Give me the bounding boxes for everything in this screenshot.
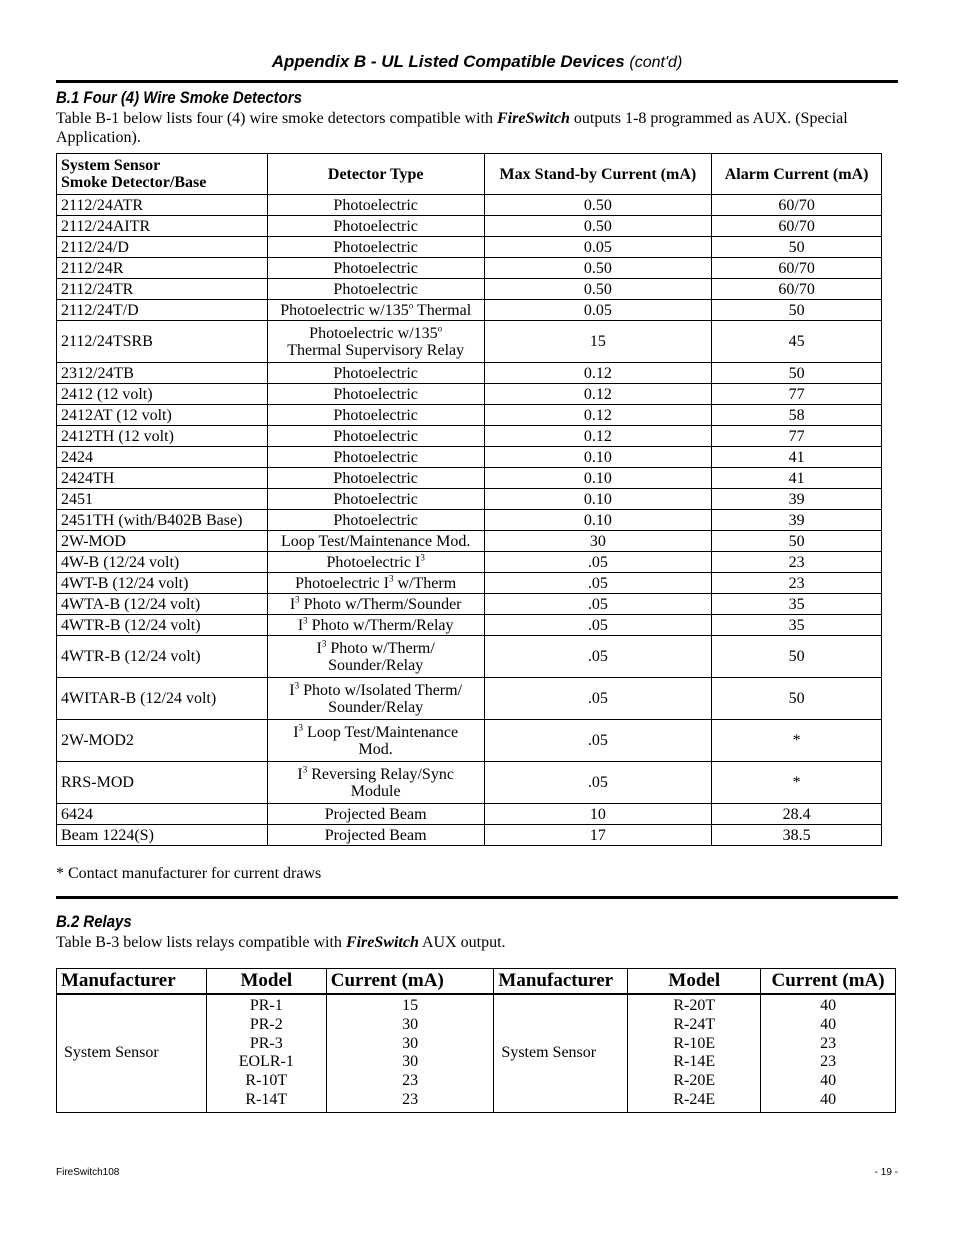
list-item: 23 (820, 1053, 837, 1071)
detector-type-cell: $I^3$ Photo w/Isolated Therm/ Sounder/Relay (267, 678, 484, 720)
detector-type-cell: $I^3$ Photo w/Therm/Relay (267, 615, 484, 636)
standby-current-cell: 17 (484, 825, 712, 846)
appendix-title-suffix: (cont'd) (629, 54, 683, 71)
list-item: R-20E (673, 1072, 716, 1090)
standby-current-cell: 30 (484, 531, 712, 552)
intro-text: outputs 1-8 programmed as AUX. (Special Application). (56, 110, 848, 146)
model-cell: 4WTA-B (12/24 volt) (57, 594, 268, 615)
column-header-standby: Max Stand-by Current (mA) (484, 154, 712, 195)
current-list (761, 994, 896, 1112)
detector-type-cell: Photoelectric (267, 363, 484, 384)
standby-current-cell: 10 (484, 804, 712, 825)
alarm-current-cell: 39 (712, 510, 882, 531)
table-row (57, 825, 882, 846)
table-row (57, 510, 882, 531)
list-item: R-10T (245, 1072, 288, 1090)
standby-current-cell: 0.10 (484, 489, 712, 510)
detector-type-cell: Photoelectric w/135$^o$ Thermal Supervisory Relay (267, 321, 484, 363)
alarm-current-cell: 50 (712, 636, 882, 678)
standby-current-cell: .05 (484, 594, 712, 615)
standby-current-cell: .05 (484, 762, 712, 804)
table-row (57, 573, 882, 594)
model-cell: 2W-MOD2 (57, 720, 268, 762)
detector-type-cell: Photoelectric (267, 468, 484, 489)
standby-current-cell: 0.50 (484, 195, 712, 216)
manufacturer-cell: System Sensor (494, 994, 628, 1112)
detector-type-cell: Photoelectric (267, 279, 484, 300)
standby-current-cell: 0.50 (484, 216, 712, 237)
alarm-current-cell: 45 (712, 321, 882, 363)
list-item: 40 (820, 1072, 837, 1090)
alarm-current-cell: 60/70 (712, 195, 882, 216)
standby-current-cell: 0.05 (484, 300, 712, 321)
alarm-current-cell: * (712, 762, 882, 804)
manufacturer-cell: System Sensor (57, 994, 207, 1112)
table-row (57, 594, 882, 615)
table-row (57, 678, 882, 720)
alarm-current-cell: 58 (712, 405, 882, 426)
detector-type-cell: $I^3$ Photo w/Therm/ Sounder/Relay (267, 636, 484, 678)
table-row (57, 804, 882, 825)
alarm-current-cell: 23 (712, 573, 882, 594)
alarm-current-cell: 60/70 (712, 216, 882, 237)
brand-name: FireSwitch (345, 934, 419, 951)
model-cell: 4WT-B (12/24 volt) (57, 573, 268, 594)
model-cell: 2424TH (57, 468, 268, 489)
table-row (57, 636, 882, 678)
standby-current-cell: 0.50 (484, 258, 712, 279)
list-item: R-10E (673, 1034, 716, 1052)
table-row (57, 531, 882, 552)
standby-current-cell: 0.10 (484, 447, 712, 468)
model-cell: 2412AT (12 volt) (57, 405, 268, 426)
standby-current-cell: 15 (484, 321, 712, 363)
table-row (57, 237, 882, 258)
detector-type-cell: $I^3$ Reversing Relay/Sync Module (267, 762, 484, 804)
detector-type-cell: Photoelectric (267, 195, 484, 216)
list-item: R-14E (673, 1053, 716, 1071)
model-cell: 2112/24ATR (57, 195, 268, 216)
detector-type-cell: Photoelectric (267, 237, 484, 258)
standby-current-cell: .05 (484, 678, 712, 720)
standby-current-cell: 0.10 (484, 510, 712, 531)
column-header-model: Model (206, 969, 326, 995)
standby-current-cell: .05 (484, 615, 712, 636)
intro-text: Table B-1 below lists four (4) wire smoke detectors compatible with (56, 110, 497, 127)
alarm-current-cell: 50 (712, 531, 882, 552)
model-cell: 2424 (57, 447, 268, 468)
model-list (628, 994, 761, 1112)
footer-product-name: FireSwitch108 (56, 1167, 120, 1178)
model-cell: 2W-MOD (57, 531, 268, 552)
standby-current-cell: 0.10 (484, 468, 712, 489)
table-row (57, 552, 882, 573)
alarm-current-cell: 35 (712, 594, 882, 615)
table-row (57, 615, 882, 636)
model-cell: 2112/24R (57, 258, 268, 279)
list-item: 30 (402, 1015, 419, 1033)
model-cell: 2112/24TR (57, 279, 268, 300)
footer-page-number: - 19 - (874, 1167, 898, 1178)
model-cell: 2312/24TB (57, 363, 268, 384)
list-item: R-20T (673, 997, 716, 1014)
standby-current-cell: .05 (484, 636, 712, 678)
alarm-current-cell: 28.4 (712, 804, 882, 825)
alarm-current-cell: 35 (712, 615, 882, 636)
list-item: 40 (820, 1015, 837, 1033)
standby-current-cell: .05 (484, 552, 712, 573)
model-cell: 2112/24AITR (57, 216, 268, 237)
detector-type-cell: Photoelectric $I^3$ (267, 552, 484, 573)
standby-current-cell: 0.50 (484, 279, 712, 300)
list-item: 40 (820, 997, 837, 1014)
standby-current-cell: 0.05 (484, 237, 712, 258)
detector-type-cell: Photoelectric (267, 258, 484, 279)
model-cell: 2451 (57, 489, 268, 510)
model-cell: 6424 (57, 804, 268, 825)
list-item: 23 (402, 1072, 419, 1090)
alarm-current-cell: 39 (712, 489, 882, 510)
table-row (57, 300, 882, 321)
list-item: PR-3 (249, 1034, 283, 1052)
table-row (57, 195, 882, 216)
model-cell: 2112/24TSRB (57, 321, 268, 363)
list-item: EOLR-1 (238, 1053, 294, 1071)
standby-current-cell: .05 (484, 720, 712, 762)
table-row (57, 384, 882, 405)
alarm-current-cell: 41 (712, 447, 882, 468)
table-header-row (57, 969, 896, 995)
alarm-current-cell: 77 (712, 426, 882, 447)
column-header-current: Current (mA) (761, 969, 896, 995)
column-header-manufacturer: Manufacturer (494, 969, 628, 995)
detector-type-cell: Loop Test/Maintenance Mod. (267, 531, 484, 552)
detector-type-cell: Photoelectric (267, 426, 484, 447)
section-b2-intro (56, 933, 876, 952)
model-cell: 4W-B (12/24 volt) (57, 552, 268, 573)
intro-text: AUX output. (418, 934, 506, 951)
page-title (0, 52, 954, 72)
section-b2-title: B.2 Relays (56, 912, 132, 931)
list-item: PR-2 (249, 1015, 283, 1033)
list-item: 23 (820, 1034, 837, 1052)
detector-type-cell: Photoelectric (267, 510, 484, 531)
alarm-current-cell: 38.5 (712, 825, 882, 846)
alarm-current-cell: 50 (712, 678, 882, 720)
table-row (57, 216, 882, 237)
table-row (57, 258, 882, 279)
smoke-detector-table-body (57, 195, 882, 846)
detector-type-cell: Photoelectric (267, 384, 484, 405)
detector-type-cell: Photoelectric (267, 489, 484, 510)
model-cell: 2451TH (with/B402B Base) (57, 510, 268, 531)
model-cell: 4WTR-B (12/24 volt) (57, 615, 268, 636)
section-b1-intro (56, 109, 876, 147)
model-cell: 4WTR-B (12/24 volt) (57, 636, 268, 678)
list-item: 23 (402, 1090, 419, 1108)
column-header-current: Current (mA) (326, 969, 494, 995)
alarm-current-cell: 50 (712, 237, 882, 258)
list-item: 40 (820, 1090, 837, 1108)
detector-type-cell: Projected Beam (267, 804, 484, 825)
section-rule (56, 896, 898, 899)
alarm-current-cell: 77 (712, 384, 882, 405)
standby-current-cell: 0.12 (484, 405, 712, 426)
column-header-type: Detector Type (267, 154, 484, 195)
detector-type-cell: Photoelectric (267, 216, 484, 237)
model-list (206, 994, 326, 1112)
table-row (57, 720, 882, 762)
table-row (57, 994, 896, 1112)
table-header-row (57, 154, 882, 195)
detector-type-cell: Photoelectric $I^3$ w/Therm (267, 573, 484, 594)
standby-current-cell: 0.12 (484, 426, 712, 447)
alarm-current-cell: 41 (712, 468, 882, 489)
table-row (57, 762, 882, 804)
list-item: PR-1 (249, 997, 283, 1014)
standby-current-cell: 0.12 (484, 384, 712, 405)
list-item: R-14T (245, 1090, 288, 1108)
table-row (57, 489, 882, 510)
section-b1-title: B.1 Four (4) Wire Smoke Detectors (56, 88, 302, 107)
model-cell: 2112/24/D (57, 237, 268, 258)
brand-name: FireSwitch (497, 110, 570, 127)
table-row (57, 363, 882, 384)
alarm-current-cell: 50 (712, 300, 882, 321)
alarm-current-cell: 60/70 (712, 258, 882, 279)
column-header-manufacturer: Manufacturer (57, 969, 207, 995)
alarm-current-cell: 50 (712, 363, 882, 384)
smoke-detector-table (56, 153, 882, 846)
detector-type-cell: $I^3$ Loop Test/Maintenance Mod. (267, 720, 484, 762)
detector-type-cell: Photoelectric (267, 447, 484, 468)
table-row (57, 279, 882, 300)
model-cell: Beam 1224(S) (57, 825, 268, 846)
header-rule (56, 80, 898, 83)
list-item: 30 (402, 1034, 419, 1052)
detector-type-cell: $I^3$ Photo w/Therm/Sounder (267, 594, 484, 615)
column-header-model: System Sensor Smoke Detector/Base (57, 154, 268, 195)
column-header-alarm: Alarm Current (mA) (712, 154, 882, 195)
list-item: 15 (402, 997, 419, 1014)
table-row (57, 468, 882, 489)
detector-type-cell: Photoelectric (267, 405, 484, 426)
current-list (326, 994, 494, 1112)
list-item: 30 (402, 1053, 419, 1071)
detector-type-cell: Projected Beam (267, 825, 484, 846)
footnote: * Contact manufacturer for current draws (56, 865, 322, 882)
alarm-current-cell: 23 (712, 552, 882, 573)
alarm-current-cell: 60/70 (712, 279, 882, 300)
list-item: R-24T (673, 1015, 716, 1033)
model-cell: 2112/24T/D (57, 300, 268, 321)
appendix-title: Appendix B - UL Listed Compatible Devices (271, 52, 625, 71)
model-cell: 2412TH (12 volt) (57, 426, 268, 447)
intro-text: Table B-3 below lists relays compatible with (56, 934, 346, 951)
standby-current-cell: .05 (484, 573, 712, 594)
model-cell: RRS-MOD (57, 762, 268, 804)
column-header-model: Model (628, 969, 761, 995)
model-cell: 4WITAR-B (12/24 volt) (57, 678, 268, 720)
list-item: R-24E (673, 1090, 716, 1108)
relays-table (56, 968, 896, 1113)
model-cell: 2412 (12 volt) (57, 384, 268, 405)
table-row (57, 321, 882, 363)
standby-current-cell: 0.12 (484, 363, 712, 384)
table-row (57, 447, 882, 468)
table-row (57, 426, 882, 447)
detector-type-cell: Photoelectric w/135$^o$ Thermal (267, 300, 484, 321)
table-row (57, 405, 882, 426)
alarm-current-cell: * (712, 720, 882, 762)
